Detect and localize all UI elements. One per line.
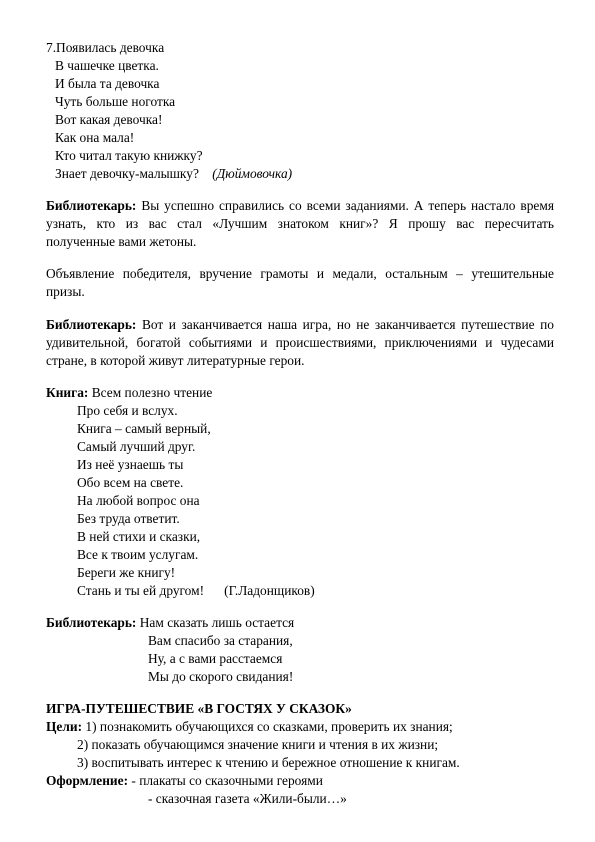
goals-label: Цели: xyxy=(46,719,83,734)
farewell-line: Ну, а с вами расстаемся xyxy=(148,651,283,666)
design-line xyxy=(46,773,323,789)
design-line: - сказочная газета «Жили-были…» xyxy=(148,791,347,806)
riddle-line xyxy=(55,166,292,182)
poem-line: На любой вопрос она xyxy=(77,493,200,508)
riddle-line: Чуть больше ноготка xyxy=(55,94,176,109)
farewell-line xyxy=(46,615,294,631)
speaker-label: Библиотекарь: xyxy=(46,198,137,213)
paragraph-line: стране, в которой живут литературные герои. xyxy=(46,353,305,368)
poem-line: Про себя и вслух. xyxy=(77,403,178,418)
farewell-line: Мы до скорого свидания! xyxy=(148,669,294,684)
poem-line xyxy=(46,385,212,401)
paragraph-text: Вот и заканчивается наша игра, но не заканчивается путешествие по xyxy=(141,317,554,332)
goals-line: 2) показать обучающимся значение книги и чтения в их жизни; xyxy=(77,737,439,752)
riddle-line: Вот какая девочка! xyxy=(55,112,163,127)
goals-line: 3) воспитывать интерес к чтению и бережное отношение к книгам. xyxy=(77,755,460,770)
poem-line: Все к твоим услугам. xyxy=(77,547,199,562)
paragraph-text: Вы успешно справились со всеми заданиями. А теперь настало время xyxy=(141,198,554,213)
speaker-label: Библиотекарь: xyxy=(46,317,137,332)
riddle-answer: (Дюймовочка) xyxy=(212,166,293,181)
poem-line: Береги же книгу! xyxy=(77,565,176,580)
riddle-last-line: Знает девочку-малышку? xyxy=(55,166,199,181)
paragraph-line: призы. xyxy=(46,284,85,299)
riddle-line: Кто читал такую книжку? xyxy=(55,148,203,163)
design-label: Оформление: xyxy=(46,773,129,788)
riddle-line: В чашечке цветка. xyxy=(55,58,159,73)
speaker-label: Книга: xyxy=(46,385,89,400)
poem-text: Стань и ты ей другом! xyxy=(77,583,205,598)
paragraph-line: узнать, кто из вас стал «Лучшим знатоком книг»? Я прошу вас пересчитать xyxy=(46,216,554,231)
riddle-line: Как она мала! xyxy=(55,130,135,145)
poem-line: Книга – самый верный, xyxy=(77,421,211,436)
poem-text: Всем полезно чтение xyxy=(91,385,213,400)
poem-line: Обо всем на свете. xyxy=(77,475,184,490)
poem-author: (Г.Ладонщиков) xyxy=(224,583,315,598)
riddle-line: 7.Появилась девочка xyxy=(46,40,165,55)
poem-line: Без труда ответит. xyxy=(77,511,180,526)
paragraph-line xyxy=(46,198,554,214)
farewell-text: Нам сказать лишь остается xyxy=(139,615,295,630)
goals-line xyxy=(46,719,453,735)
goal-text: 1) познакомить обучающихся со сказками, проверить их знания; xyxy=(85,719,453,734)
poem-line: Из неё узнаешь ты xyxy=(77,457,184,472)
paragraph-line xyxy=(46,317,554,333)
poem-line: Самый лучший друг. xyxy=(77,439,196,454)
paragraph-line: Объявление победителя, вручение грамоты и медали, остальным – утешительные xyxy=(46,266,554,281)
section-title: ИГРА-ПУТЕШЕСТВИЕ «В ГОСТЯХ У СКАЗОК» xyxy=(46,701,352,716)
speaker-label: Библиотекарь: xyxy=(46,615,137,630)
poem-line xyxy=(77,583,315,599)
design-text: - плакаты со сказочными героями xyxy=(131,773,323,788)
paragraph-line: полученные вами жетоны. xyxy=(46,234,197,249)
riddle-line: И была та девочка xyxy=(55,76,160,91)
farewell-line: Вам спасибо за старания, xyxy=(148,633,293,648)
paragraph-line: удивительной, богатой событиями и происшествиями, приключениями и чудесами xyxy=(46,335,554,350)
poem-line: В ней стихи и сказки, xyxy=(77,529,201,544)
